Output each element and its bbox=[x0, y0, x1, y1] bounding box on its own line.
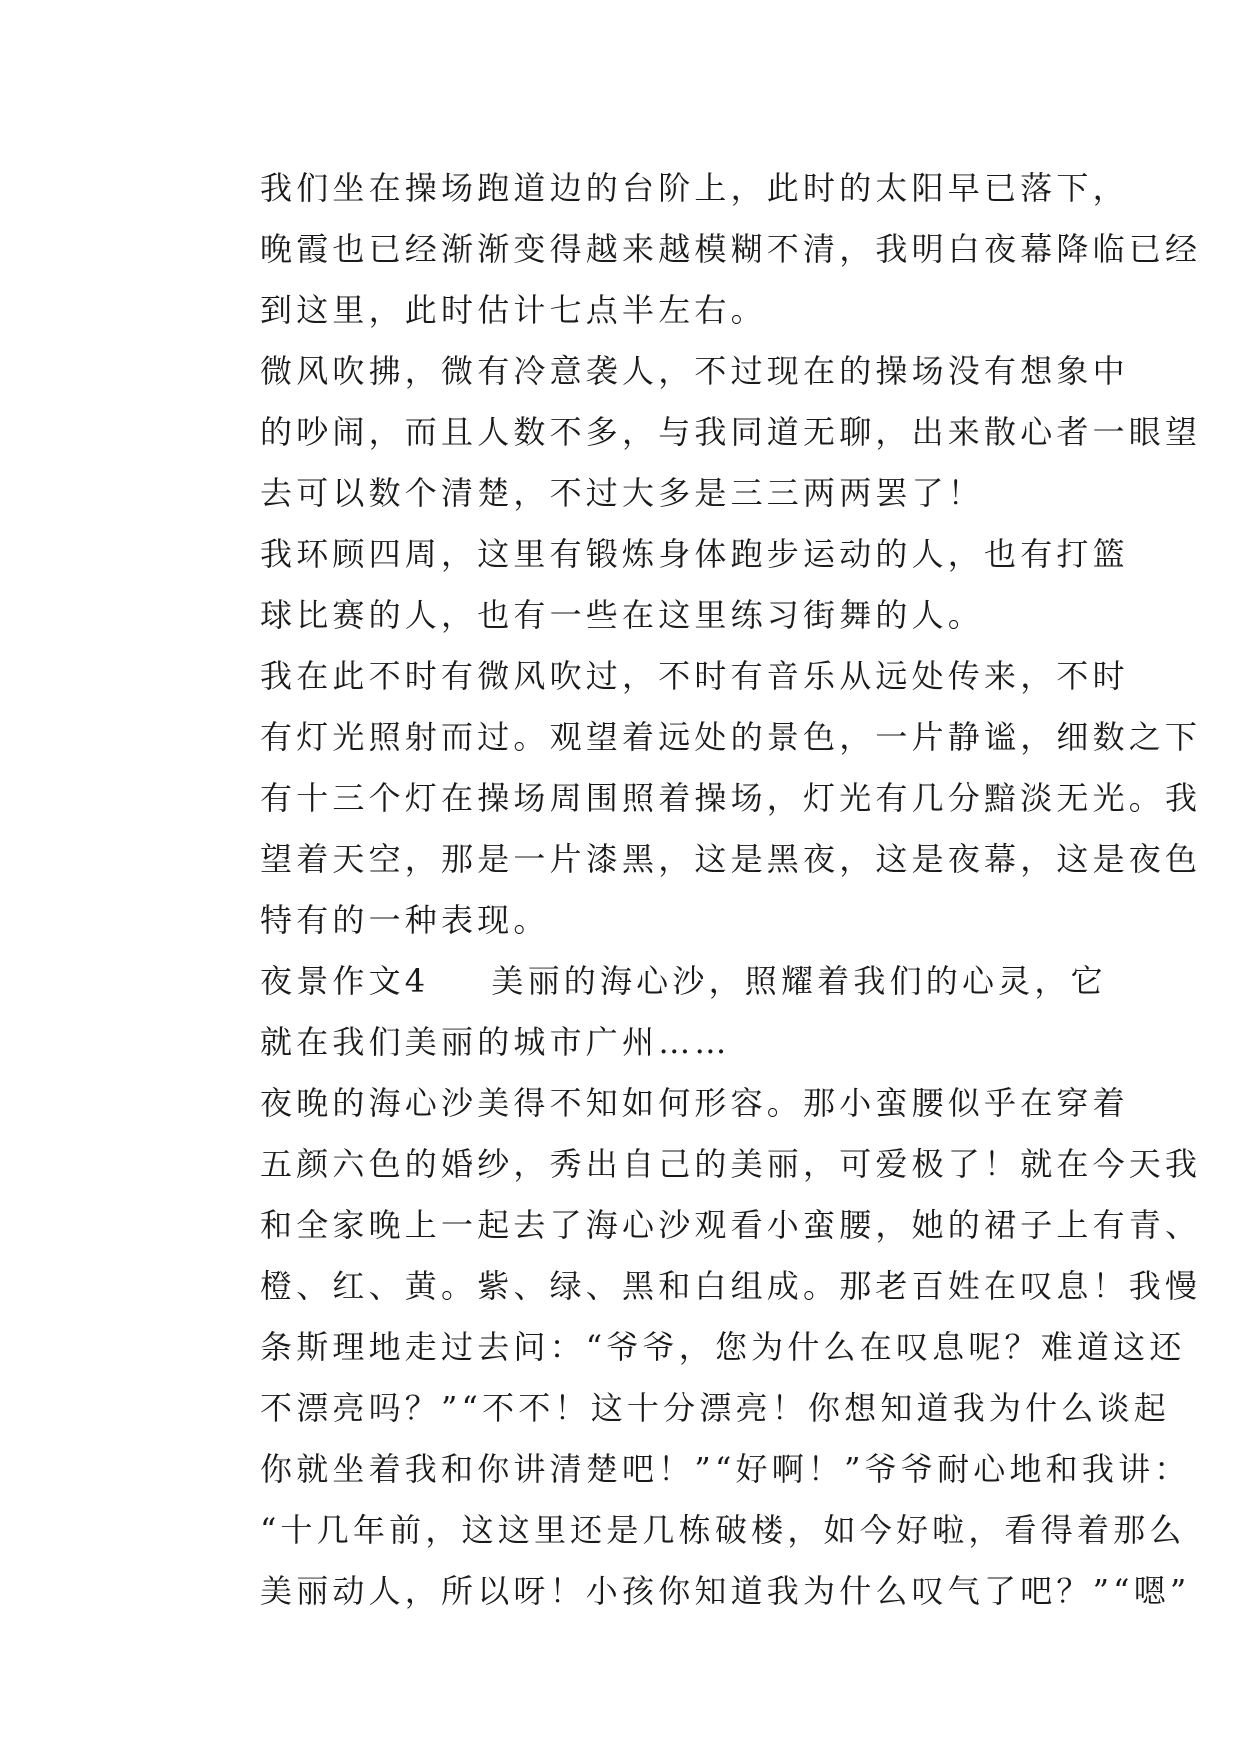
text-line: 的吵闹，而且人数不多，与我同道无聊，出来散心者一眼望 bbox=[260, 413, 1202, 451]
text-line: 有灯光照射而过。观望着远处的景色，一片静谧，细数之下 bbox=[260, 718, 1202, 756]
text-line: 球比赛的人，也有一些在这里练习街舞的人。 bbox=[260, 596, 985, 634]
text-line: 特有的一种表现。 bbox=[260, 901, 550, 939]
text-line: 就在我们美丽的城市广州…… bbox=[260, 1023, 731, 1061]
document-body bbox=[188, 158, 1202, 1622]
text-line: 到这里，此时估计七点半左右。 bbox=[260, 291, 767, 329]
text-line: 晚霞也已经渐渐变得越来越模糊不清，我明白夜幕降临已经 bbox=[260, 230, 1202, 268]
paragraph-4 bbox=[188, 646, 1202, 951]
paragraph-1 bbox=[188, 158, 1202, 341]
text-line: 微风吹拂，微有冷意袭人，不过现在的操场没有想象中 bbox=[260, 352, 1129, 390]
text-line: 五颜六色的婚纱，秀出自己的美丽，可爱极了！就在今天我 bbox=[260, 1145, 1202, 1183]
text-line: 橙、红、黄。紫、绿、黑和白组成。那老百姓在叹息！我慢 bbox=[260, 1267, 1202, 1305]
section-heading: 夜景作文4 bbox=[260, 962, 430, 1000]
paragraph-2 bbox=[188, 341, 1202, 524]
text-line: 我在此不时有微风吹过，不时有音乐从远处传来，不时 bbox=[260, 657, 1129, 695]
paragraph-5 bbox=[188, 951, 1107, 1073]
text-line: 你就坐着我和你讲清楚吧！”“好啊！”爷爷耐心地和我讲： bbox=[260, 1450, 1191, 1488]
paragraph-6 bbox=[188, 1073, 1202, 1622]
text-line: 夜晚的海心沙美得不知如何形容。那小蛮腰似乎在穿着 bbox=[260, 1084, 1129, 1122]
text-line: 美丽动人，所以呀！小孩你知道我为什么叹气了吧？”“嗯” bbox=[260, 1572, 1191, 1610]
text-line bbox=[188, 951, 1107, 1012]
text-line: 去可以数个清楚，不过大多是三三两两罢了！ bbox=[260, 474, 985, 512]
paragraph-3 bbox=[188, 524, 1129, 646]
text-line: 望着天空，那是一片漆黑，这是黑夜，这是夜幕，这是夜色 bbox=[260, 840, 1202, 878]
text-line: 我环顾四周，这里有锻炼身体跑步运动的人，也有打篮 bbox=[260, 535, 1129, 573]
text-line: 条斯理地走过去问：“爷爷，您为什么在叹息呢？难道这还 bbox=[260, 1328, 1186, 1366]
text-line: 和全家晚上一起去了海心沙观看小蛮腰，她的裙子上有青、 bbox=[260, 1206, 1202, 1244]
text-line: 我们坐在操场跑道边的台阶上，此时的太阳早已落下， bbox=[260, 169, 1129, 207]
text-line: “十几年前，这这里还是几栋破楼，如今好啦，看得着那么 bbox=[260, 1511, 1186, 1549]
text-segment: 美丽的海心沙，照耀着我们的心灵，它 bbox=[491, 962, 1107, 1000]
text-line: 有十三个灯在操场周围照着操场，灯光有几分黯淡无光。我 bbox=[260, 779, 1202, 817]
text-line: 不漂亮吗？”“不不！这十分漂亮！你想知道我为什么谈起 bbox=[260, 1389, 1170, 1427]
